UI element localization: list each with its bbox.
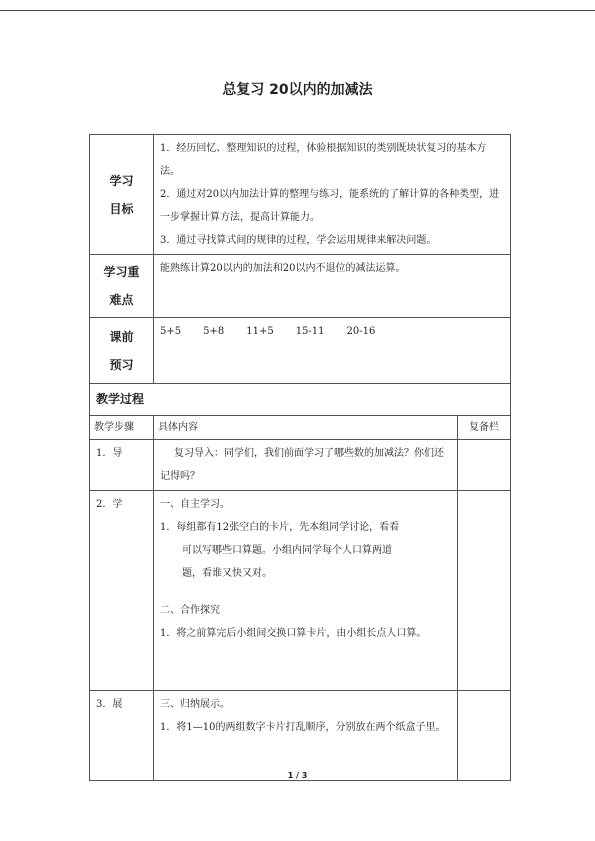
process-title: 教学过程 <box>90 384 511 416</box>
goals-row <box>90 135 511 255</box>
step-content <box>154 440 458 491</box>
goal-item: 3．通过寻找算式间的规律的过程，学会运用规律来解决问题。 <box>160 235 437 246</box>
goals-label <box>90 135 154 255</box>
page-title: 总复习 20以内的加减法 <box>222 82 373 98</box>
preview-content <box>154 318 511 384</box>
step-line: 三、归纳展示。 <box>160 699 230 710</box>
step-line: 1．将之前算完后小组间交换口算卡片，由小组长点人口算。 <box>160 628 427 639</box>
preview-label-line1: 课前 <box>109 329 134 344</box>
step-name: 2．学 <box>90 491 154 691</box>
goal-item: 2．通过对20以内加法计算的整理与练习，能系统的了解计算的各种类型，进一步掌握计算方法，提高计算能力。 <box>160 189 500 223</box>
process-header-row <box>90 416 511 440</box>
preview-exercise: 5+5 <box>160 326 182 337</box>
preview-exercise: 20-16 <box>346 326 376 337</box>
step-line: 复习导入：同学们，我们前面学习了哪些数的加减法？你们还记得吗？ <box>160 448 444 482</box>
step-row <box>90 691 511 781</box>
preview-exercise: 11+5 <box>246 326 274 337</box>
preview-label <box>90 318 154 384</box>
step-content <box>154 491 458 691</box>
step-row <box>90 440 511 491</box>
difficulty-text: 能熟练计算20以内的加法和20以内不退位的减法运算。 <box>160 263 406 274</box>
difficulty-row <box>90 255 511 318</box>
difficulty-label-line1: 学习重 <box>103 265 140 279</box>
goals-content <box>154 135 511 255</box>
review-cell <box>458 491 511 691</box>
difficulty-label-line2: 难点 <box>109 293 134 307</box>
header-content: 具体内容 <box>154 416 458 440</box>
step-line: 可以写哪些口算题。小组内同学每个人口算两道 <box>182 545 392 556</box>
process-title-row <box>90 384 511 416</box>
spacer <box>160 585 453 599</box>
lesson-plan-table <box>89 134 511 781</box>
preview-exercise: 15-11 <box>295 326 325 337</box>
step-line: 题，看谁又快又对。 <box>182 568 272 579</box>
step-line: 1．每组都有12张空白的卡片，先本组同学讨论，看看 <box>160 522 400 533</box>
step-content <box>154 691 458 781</box>
difficulty-content <box>154 255 511 318</box>
preview-exercise: 5+8 <box>203 326 225 337</box>
header-step: 教学步骤 <box>90 416 154 440</box>
review-cell <box>458 440 511 491</box>
goal-item: 1．经历回忆、整理知识的过程，体验根据知识的类别既块状复习的基本方法。 <box>160 143 487 177</box>
step-row <box>90 491 511 691</box>
goals-label-line2: 目标 <box>109 201 134 216</box>
step-line: 二、合作探究 <box>160 605 220 616</box>
page-number: 1 / 3 <box>287 771 308 780</box>
header-review: 复备栏 <box>458 416 511 440</box>
step-name: 1．导 <box>90 440 154 491</box>
goals-label-line1: 学习 <box>109 173 134 188</box>
review-cell <box>458 691 511 781</box>
preview-row <box>90 318 511 384</box>
step-name: 3．展 <box>90 691 154 781</box>
step-line: 一、自主学习。 <box>160 499 230 510</box>
step-line: 1．将1—10的两组数字卡片打乱顺序，分别放在两个纸盒子里。 <box>160 722 446 733</box>
header-rule <box>0 10 595 11</box>
preview-label-line2: 预习 <box>109 357 134 372</box>
difficulty-label <box>90 255 154 318</box>
